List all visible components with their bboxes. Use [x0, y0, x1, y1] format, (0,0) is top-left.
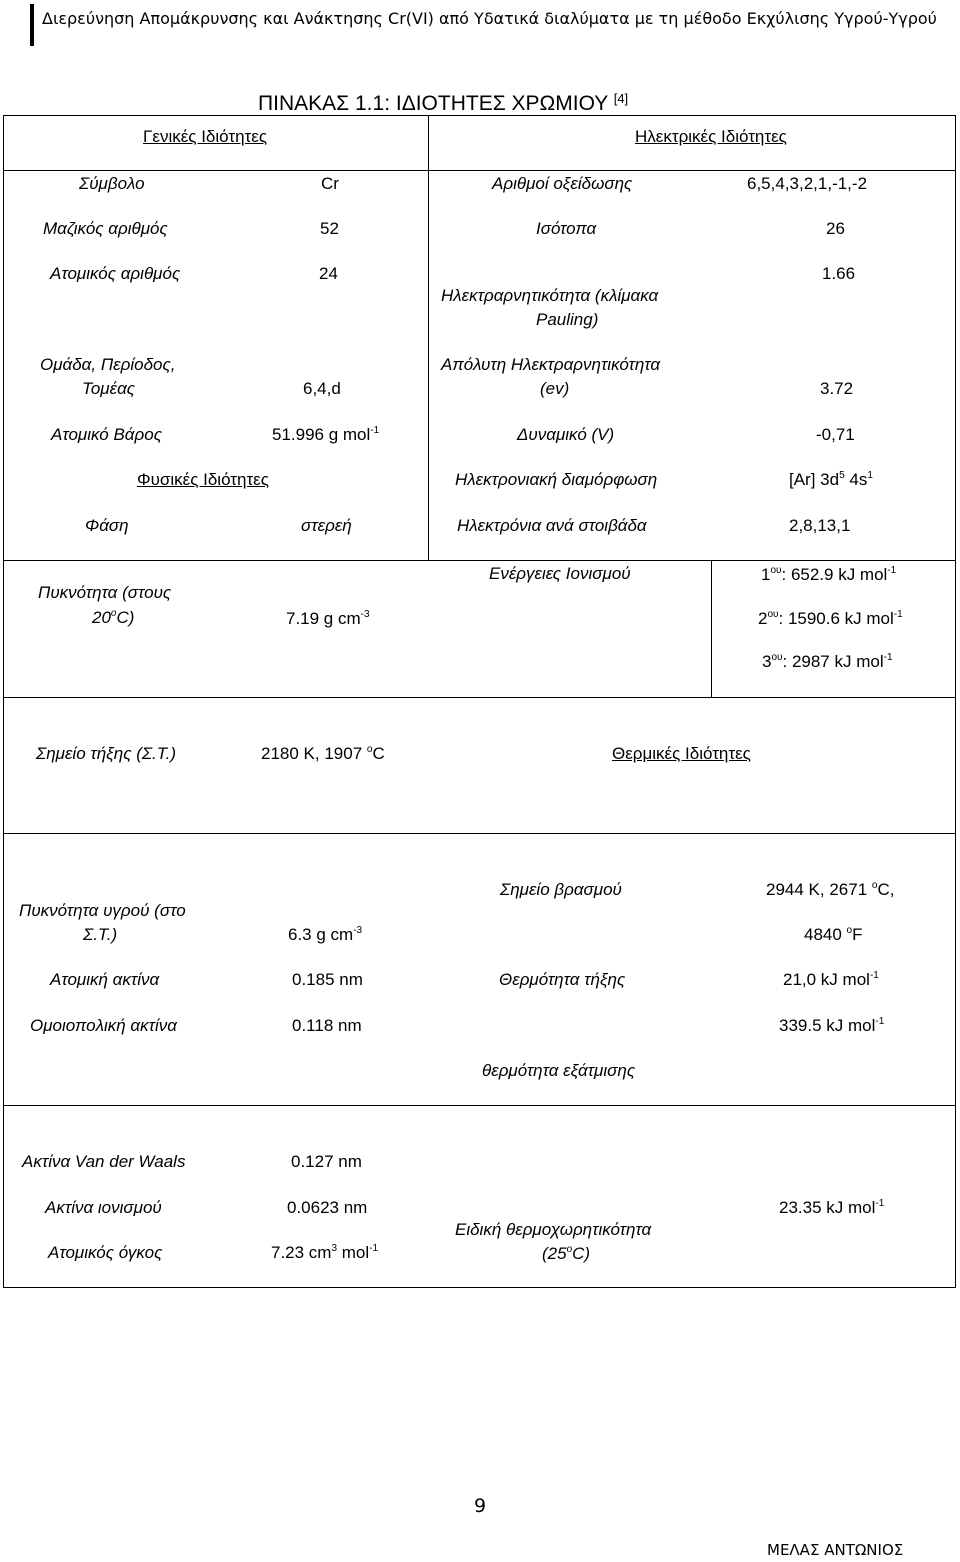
value-ionization-2: $2^{o\upsilon}$: 1590.6 kJ mol$^{-1}$ [758, 609, 903, 628]
label-atomic-radius: Ατομική ακτίνα [50, 970, 160, 989]
table-border-right [955, 115, 956, 1288]
column-divider [711, 560, 712, 697]
label-symbol: Σύμβολο [79, 174, 145, 193]
value-heat-vaporization: 339.5 kJ mol$^{-1}$ [779, 1016, 885, 1035]
value-covalent-radius: 0.118 nm [292, 1016, 362, 1035]
section-thermal: Θερμικές Ιδιότητες [612, 744, 751, 763]
label-density-line2: $20^oC$) [92, 608, 135, 627]
label-boiling-point: Σημείο βρασμού [500, 880, 622, 899]
running-header: Διερεύνηση Απομάκρυνσης και Ανάκτησης Cr(VI) από Υδατικά διαλύματα με τη μέθοδο Εκχύλισης Υγρού-Υγρού [42, 9, 937, 28]
row-divider [3, 833, 956, 834]
section-general: Γενικές Ιδιότητες [143, 127, 268, 146]
label-density-line1: Πυκνότητα (στους [38, 583, 172, 602]
label-atomic-volume: Ατομικός όγκος [48, 1243, 163, 1262]
value-ionization-3: $3^{o\upsilon}$: 2987 kJ mol$^{-1}$ [762, 652, 893, 671]
label-isotopes: Ισότοπα [536, 219, 597, 238]
value-heat-fusion: 21,0 kJ mol$^{-1}$ [783, 970, 879, 989]
value-ionization-1: $1^{o\upsilon}$: 652.9 kJ mol$^{-1}$ [761, 565, 897, 584]
value-boiling-point-1: 2944 K, 2671 $^o$C, [766, 880, 895, 899]
label-liquid-density-line2: Σ.Τ.) [83, 925, 118, 944]
properties-table [3, 115, 956, 1288]
label-electrons-per-shell: Ηλεκτρόνια ανά στοιβάδα [457, 516, 647, 535]
label-specific-heat-line2: $(25^oC)$ [542, 1244, 591, 1263]
value-atomic-volume: 7.23 $cm^3$ mol$^{-1}$ [271, 1243, 379, 1262]
value-ionic-radius: 0.0623 nm [287, 1198, 368, 1217]
label-atomic-weight: Ατομικό Βάρος [51, 425, 162, 444]
header-accent-bar [30, 4, 34, 46]
value-oxidation: 6,5,4,3,2,1,-1,-2 [747, 174, 868, 193]
label-melting-point: Σημείο τήξης (Σ.Τ.) [36, 744, 176, 763]
footer-author: ΜΕΛΑΣ ΑΝΤΩΝΙΟΣ [767, 1541, 904, 1559]
label-electron-config: Ηλεκτρονιακή διαμόρφωση [455, 470, 658, 489]
label-specific-heat-line1: Ειδική θερμοχωρητικότητα [455, 1220, 652, 1239]
value-electrons-per-shell: 2,8,13,1 [789, 516, 851, 535]
label-group-line2: Τομέας [82, 379, 136, 398]
column-divider [428, 115, 429, 560]
table-border-top [3, 115, 956, 116]
section-electrical: Ηλεκτρικές Ιδιότητες [635, 127, 787, 146]
row-divider [3, 1105, 956, 1106]
value-electron-config: [Ar] $3d^5$ $4s^1$ [789, 470, 873, 489]
value-potential: -0,71 [816, 425, 855, 444]
table-title: ΠΙΝΑΚΑΣ 1.1: ΙΔΙΟΤΗΤΕΣ ΧΡΩΜΙΟΥ [4] [258, 91, 629, 115]
label-heat-vaporization: θερμότητα εξάτμισης [482, 1061, 636, 1080]
page-number: 9 [474, 1495, 487, 1517]
row-divider [3, 170, 956, 171]
value-liquid-density: 6.3 g $cm^{-3}$ [288, 925, 363, 944]
row-divider [3, 560, 956, 561]
value-density: 7.19 g $cm^{-3}$ [286, 609, 370, 628]
value-melting-point: 2180 K, 1907 $^o$C [261, 744, 385, 763]
table-border-left [3, 115, 4, 1288]
value-atomic-radius: 0.185 nm [292, 970, 363, 989]
label-atomic-number: Ατομικός αριθμός [50, 264, 181, 283]
label-vdw-radius: Ακτίνα Van der Waals [22, 1152, 186, 1171]
value-specific-heat: 23.35 kJ mol$^{-1}$ [779, 1198, 885, 1217]
label-liquid-density-line1: Πυκνότητα υγρού (στο [19, 901, 186, 920]
label-mass-number: Μαζικός αριθμός [43, 219, 168, 238]
label-oxidation: Αριθμοί οξείδωσης [492, 174, 633, 193]
label-covalent-radius: Ομοιοπολική ακτίνα [30, 1016, 177, 1035]
value-isotopes: 26 [826, 219, 845, 238]
value-symbol: Cr [321, 174, 339, 193]
label-potential: Δυναμικό (V) [517, 425, 615, 444]
section-physical: Φυσικές Ιδιότητες [137, 470, 269, 489]
label-electronegativity-line2: Pauling) [536, 310, 599, 329]
row-divider [3, 697, 956, 698]
value-vdw-radius: 0.127 nm [291, 1152, 362, 1171]
label-abs-electronegativity-line2: (ev) [540, 379, 570, 398]
label-group-line1: Ομάδα, Περίοδος, [40, 355, 176, 374]
label-ionic-radius: Ακτίνα ιονισμού [45, 1198, 162, 1217]
label-heat-fusion: Θερμότητα τήξης [499, 970, 626, 989]
label-phase: Φάση [85, 516, 129, 535]
value-abs-electronegativity: 3.72 [820, 379, 854, 398]
table-title-reference: [4] [613, 91, 629, 106]
value-boiling-point-2: 4840 $^o$F [804, 925, 863, 944]
label-electronegativity-line1: Ηλεκτραρνητικότητα (κλίμακα [441, 286, 659, 305]
value-electronegativity: 1.66 [822, 264, 856, 283]
value-mass-number: 52 [320, 219, 339, 238]
value-group: 6,4,d [303, 379, 341, 398]
table-border-bottom [3, 1287, 956, 1288]
value-atomic-weight: 51.996 g mol$^{-1}$ [272, 425, 380, 444]
value-atomic-number: 24 [319, 264, 338, 283]
value-phase: στερεή [301, 516, 352, 535]
label-ionization-energies: Ενέργειες Ιονισμού [489, 564, 631, 583]
label-abs-electronegativity-line1: Απόλυτη Ηλεκτραρνητικότητα [441, 355, 661, 374]
